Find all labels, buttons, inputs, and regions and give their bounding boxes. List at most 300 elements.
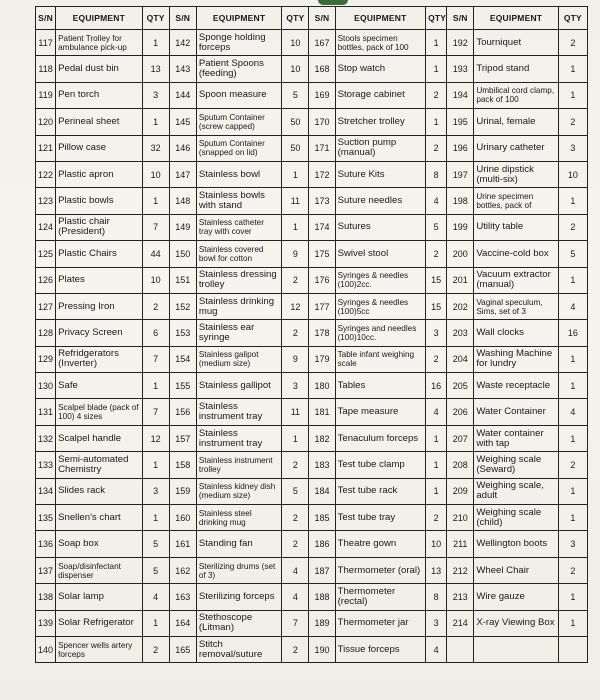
equipment-cell: Snellen's chart (56, 505, 142, 531)
equipment-cell: Suction pump (manual) (335, 135, 425, 161)
equipment-cell: Soap box (56, 531, 142, 557)
qty-cell: 7 (142, 399, 169, 425)
sn-cell: 128 (36, 320, 56, 346)
qty-cell: 16 (558, 320, 587, 346)
sn-cell: 192 (447, 30, 474, 56)
equipment-cell: Tables (335, 373, 425, 399)
qty-cell: 5 (426, 214, 447, 240)
qty-cell: 2 (426, 505, 447, 531)
equipment-cell: Utility table (474, 214, 558, 240)
sn-cell: 181 (309, 399, 335, 425)
table-row (36, 346, 588, 372)
qty-cell: 2 (426, 346, 447, 372)
sn-cell: 170 (309, 109, 335, 135)
qty-cell: 50 (282, 135, 309, 161)
equipment-cell: Tape measure (335, 399, 425, 425)
qty-cell: 1 (142, 188, 169, 214)
qty-cell: 3 (142, 478, 169, 504)
equipment-cell: Standing fan (196, 531, 281, 557)
equipment-cell: Weighing scale (Seward) (474, 452, 558, 478)
sn-cell: 142 (169, 30, 196, 56)
equipment-cell: Stools specimen bottles, pack of 100 (335, 30, 425, 56)
qty-cell: 4 (558, 399, 587, 425)
sn-cell: 190 (309, 636, 335, 662)
equipment-cell: Stainless galipot (medium size) (196, 346, 281, 372)
sn-cell: 210 (447, 505, 474, 531)
header-qty: QTY (282, 7, 309, 30)
sn-cell: 203 (447, 320, 474, 346)
qty-cell: 1 (426, 452, 447, 478)
qty-cell: 4 (426, 188, 447, 214)
sn-cell: 197 (447, 161, 474, 187)
qty-cell: 1 (142, 30, 169, 56)
qty-cell: 15 (426, 267, 447, 293)
qty-cell: 10 (282, 30, 309, 56)
sn-cell: 184 (309, 478, 335, 504)
equipment-cell: Tissue forceps (335, 636, 425, 662)
qty-cell: 1 (558, 267, 587, 293)
equipment-cell: Pen torch (56, 82, 142, 108)
sn-cell: 187 (309, 557, 335, 583)
qty-cell: 2 (426, 135, 447, 161)
equipment-cell: Stethoscope (Litman) (196, 610, 281, 636)
equipment-cell: Stainless steel drinking mug (196, 505, 281, 531)
table-row (36, 30, 588, 56)
qty-cell: 4 (282, 584, 309, 610)
qty-cell: 1 (558, 373, 587, 399)
equipment-cell: Wheel Chair (474, 557, 558, 583)
qty-cell: 1 (558, 188, 587, 214)
qty-cell: 5 (282, 478, 309, 504)
qty-cell: 12 (142, 425, 169, 451)
sn-cell: 176 (309, 267, 335, 293)
equipment-cell: Vacuum extractor (manual) (474, 267, 558, 293)
equipment-cell: Sputum Container (screw capped) (196, 109, 281, 135)
equipment-cell: Water Container (474, 399, 558, 425)
sn-cell: 144 (169, 82, 196, 108)
equipment-table (35, 6, 588, 663)
equipment-cell: Table infant weighing scale (335, 346, 425, 372)
qty-cell: 7 (142, 346, 169, 372)
qty-cell: 2 (282, 505, 309, 531)
qty-cell: 1 (282, 161, 309, 187)
qty-cell: 9 (282, 346, 309, 372)
equipment-cell: Slides rack (56, 478, 142, 504)
header-sn: S/N (447, 7, 474, 30)
qty-cell: 2 (142, 636, 169, 662)
equipment-cell: Privacy Screen (56, 320, 142, 346)
sn-cell: 173 (309, 188, 335, 214)
sn-cell: 194 (447, 82, 474, 108)
table-row (36, 610, 588, 636)
equipment-cell: Refridgerators (Inverter) (56, 346, 142, 372)
equipment-cell: Stainless kidney dish (medium size) (196, 478, 281, 504)
sn-cell: 139 (36, 610, 56, 636)
sn-cell: 201 (447, 267, 474, 293)
qty-cell: 1 (142, 505, 169, 531)
qty-cell: 2 (282, 320, 309, 346)
table-row (36, 478, 588, 504)
qty-cell: 2 (426, 82, 447, 108)
table-row (36, 636, 588, 662)
sn-cell: 136 (36, 531, 56, 557)
sn-cell: 161 (169, 531, 196, 557)
table-row (36, 505, 588, 531)
equipment-cell: Urinary catheter (474, 135, 558, 161)
sn-cell: 148 (169, 188, 196, 214)
sn-cell: 174 (309, 214, 335, 240)
qty-cell: 1 (142, 373, 169, 399)
sn-cell: 212 (447, 557, 474, 583)
sn-cell: 129 (36, 346, 56, 372)
sn-cell: 188 (309, 584, 335, 610)
qty-cell: 4 (426, 399, 447, 425)
sn-cell: 200 (447, 241, 474, 267)
qty-cell: 1 (558, 584, 587, 610)
header-qty: QTY (558, 7, 587, 30)
equipment-cell: Wire gauze (474, 584, 558, 610)
sn-cell: 152 (169, 293, 196, 319)
equipment-cell: Thermometer (rectal) (335, 584, 425, 610)
sn-cell: 186 (309, 531, 335, 557)
equipment-cell: Stainless gallipot (196, 373, 281, 399)
equipment-cell: Solar Refrigerator (56, 610, 142, 636)
sn-cell: 211 (447, 531, 474, 557)
sn-cell: 155 (169, 373, 196, 399)
sn-cell: 206 (447, 399, 474, 425)
qty-cell: 5 (142, 557, 169, 583)
qty-cell: 8 (426, 161, 447, 187)
equipment-cell: Thermometer (oral) (335, 557, 425, 583)
sn-cell: 124 (36, 214, 56, 240)
equipment-cell: Perineal sheet (56, 109, 142, 135)
equipment-cell: Stainless ear syringe (196, 320, 281, 346)
table-row (36, 425, 588, 451)
qty-cell: 1 (558, 425, 587, 451)
sn-cell: 131 (36, 399, 56, 425)
sn-cell: 119 (36, 82, 56, 108)
qty-cell: 1 (142, 610, 169, 636)
qty-cell: 2 (426, 241, 447, 267)
equipment-cell: Stainless instrument trolley (196, 452, 281, 478)
sn-cell: 153 (169, 320, 196, 346)
qty-cell: 11 (282, 399, 309, 425)
sn-cell: 151 (169, 267, 196, 293)
header-sn: S/N (36, 7, 56, 30)
equipment-cell: Stretcher trolley (335, 109, 425, 135)
equipment-cell: Sterilizing forceps (196, 584, 281, 610)
sn-cell: 213 (447, 584, 474, 610)
sn-cell: 165 (169, 636, 196, 662)
table-row (36, 241, 588, 267)
equipment-cell: Vaginal speculum, Sims, set of 3 (474, 293, 558, 319)
qty-cell: 2 (282, 267, 309, 293)
qty-cell: 13 (426, 557, 447, 583)
sn-cell: 199 (447, 214, 474, 240)
qty-cell: 2 (558, 214, 587, 240)
header-equipment: EQUIPMENT (56, 7, 142, 30)
equipment-cell: Plastic chair (President) (56, 214, 142, 240)
table-row (36, 56, 588, 82)
equipment-cell: Washing Machine for lundry (474, 346, 558, 372)
qty-cell (558, 636, 587, 662)
qty-cell: 2 (142, 293, 169, 319)
qty-cell: 2 (282, 452, 309, 478)
qty-cell: 2 (282, 636, 309, 662)
qty-cell: 1 (282, 214, 309, 240)
qty-cell: 7 (282, 610, 309, 636)
header-equipment: EQUIPMENT (196, 7, 281, 30)
sn-cell: 137 (36, 557, 56, 583)
sn-cell: 138 (36, 584, 56, 610)
header-qty: QTY (142, 7, 169, 30)
sn-cell: 134 (36, 478, 56, 504)
sn-cell: 205 (447, 373, 474, 399)
equipment-cell: Urine dipstick (multi-six) (474, 161, 558, 187)
equipment-cell: Sterilizing drums (set of 3) (196, 557, 281, 583)
qty-cell: 3 (558, 135, 587, 161)
table-body (36, 30, 588, 663)
qty-cell: 1 (426, 109, 447, 135)
sn-cell: 171 (309, 135, 335, 161)
equipment-cell: Scalpel blade (pack of 100) 4 sizes (56, 399, 142, 425)
qty-cell: 50 (282, 109, 309, 135)
table-row (36, 82, 588, 108)
header-qty: QTY (426, 7, 447, 30)
equipment-cell: Test tube rack (335, 478, 425, 504)
qty-cell: 13 (142, 56, 169, 82)
equipment-cell: X-ray Viewing Box (474, 610, 558, 636)
equipment-cell: Theatre gown (335, 531, 425, 557)
qty-cell: 1 (282, 425, 309, 451)
equipment-cell: Tripod stand (474, 56, 558, 82)
equipment-cell: Stop watch (335, 56, 425, 82)
equipment-cell: Stainless covered bowl for cotton (196, 241, 281, 267)
equipment-cell: Semi-automated Chemistry (56, 452, 142, 478)
equipment-cell: Stainless instrument tray (196, 425, 281, 451)
qty-cell: 3 (142, 82, 169, 108)
table-row (36, 267, 588, 293)
sn-cell: 145 (169, 109, 196, 135)
sn-cell: 175 (309, 241, 335, 267)
equipment-cell: Wall clocks (474, 320, 558, 346)
equipment-cell: Plastic apron (56, 161, 142, 187)
sn-cell: 133 (36, 452, 56, 478)
sn-cell: 208 (447, 452, 474, 478)
sn-cell: 127 (36, 293, 56, 319)
sn-cell: 168 (309, 56, 335, 82)
equipment-cell: Tourniquet (474, 30, 558, 56)
table-row (36, 109, 588, 135)
qty-cell: 3 (426, 610, 447, 636)
equipment-cell: Test tube tray (335, 505, 425, 531)
sn-cell: 179 (309, 346, 335, 372)
sn-cell: 159 (169, 478, 196, 504)
equipment-cell: Pillow case (56, 135, 142, 161)
equipment-cell: Urinal, female (474, 109, 558, 135)
equipment-cell: Syringes & needles (100)5cc (335, 293, 425, 319)
qty-cell: 2 (558, 30, 587, 56)
qty-cell: 1 (558, 56, 587, 82)
sn-cell: 169 (309, 82, 335, 108)
qty-cell: 9 (282, 241, 309, 267)
qty-cell: 10 (142, 161, 169, 187)
qty-cell: 1 (558, 478, 587, 504)
equipment-cell: Stainless instrument tray (196, 399, 281, 425)
equipment-cell: Patient Spoons (feeding) (196, 56, 281, 82)
table-header-row (36, 7, 588, 30)
sn-cell: 140 (36, 636, 56, 662)
qty-cell: 1 (426, 478, 447, 504)
equipment-cell: Sutures (335, 214, 425, 240)
qty-cell: 1 (426, 30, 447, 56)
equipment-cell: Stitch removal/suture (196, 636, 281, 662)
equipment-cell: Suture needles (335, 188, 425, 214)
table-row (36, 214, 588, 240)
equipment-cell: Sputum Container (snapped on lid) (196, 135, 281, 161)
sn-cell: 149 (169, 214, 196, 240)
qty-cell: 2 (558, 452, 587, 478)
sn-cell: 196 (447, 135, 474, 161)
equipment-cell: Vaccine-cold box (474, 241, 558, 267)
equipment-cell: Spoon measure (196, 82, 281, 108)
sn-cell: 147 (169, 161, 196, 187)
sn-cell: 150 (169, 241, 196, 267)
logo-icon (318, 0, 348, 5)
equipment-cell: Thermometer jar (335, 610, 425, 636)
equipment-cell: Swivel stool (335, 241, 425, 267)
qty-cell: 1 (142, 452, 169, 478)
sn-cell: 178 (309, 320, 335, 346)
sn-cell: 193 (447, 56, 474, 82)
qty-cell: 4 (142, 584, 169, 610)
sn-cell: 202 (447, 293, 474, 319)
equipment-cell: Tenaculum forceps (335, 425, 425, 451)
equipment-cell: Safe (56, 373, 142, 399)
table-row (36, 373, 588, 399)
sn-cell: 162 (169, 557, 196, 583)
table-row (36, 161, 588, 187)
sn-cell: 125 (36, 241, 56, 267)
qty-cell: 1 (142, 109, 169, 135)
equipment-cell: Solar lamp (56, 584, 142, 610)
qty-cell: 32 (142, 135, 169, 161)
qty-cell: 10 (142, 267, 169, 293)
sn-cell: 146 (169, 135, 196, 161)
qty-cell: 5 (142, 531, 169, 557)
equipment-cell: Wellington boots (474, 531, 558, 557)
equipment-cell: Patient Trolley for ambulance pick-up (56, 30, 142, 56)
sn-cell: 156 (169, 399, 196, 425)
header-equipment: EQUIPMENT (474, 7, 558, 30)
equipment-cell: Umbilical cord clamp, pack of 100 (474, 82, 558, 108)
sn-cell: 185 (309, 505, 335, 531)
sn-cell: 130 (36, 373, 56, 399)
qty-cell: 3 (426, 320, 447, 346)
qty-cell: 1 (558, 82, 587, 108)
sn-cell: 167 (309, 30, 335, 56)
sn-cell: 214 (447, 610, 474, 636)
qty-cell: 3 (282, 373, 309, 399)
qty-cell: 7 (142, 214, 169, 240)
sn-cell: 135 (36, 505, 56, 531)
qty-cell: 4 (558, 293, 587, 319)
sn-cell: 160 (169, 505, 196, 531)
sn-cell: 122 (36, 161, 56, 187)
qty-cell: 44 (142, 241, 169, 267)
sn-cell (447, 636, 474, 662)
sn-cell: 118 (36, 56, 56, 82)
table-row (36, 584, 588, 610)
qty-cell: 8 (426, 584, 447, 610)
equipment-cell: Sponge holding forceps (196, 30, 281, 56)
equipment-cell: Urine specimen bottles, pack of (474, 188, 558, 214)
table-row (36, 135, 588, 161)
sn-cell: 195 (447, 109, 474, 135)
sn-cell: 117 (36, 30, 56, 56)
sn-cell: 158 (169, 452, 196, 478)
qty-cell: 2 (558, 109, 587, 135)
qty-cell: 1 (426, 425, 447, 451)
qty-cell: 11 (282, 188, 309, 214)
equipment-cell: Syringes & needles (100)2cc. (335, 267, 425, 293)
equipment-cell: Pedal dust bin (56, 56, 142, 82)
equipment-cell: Syringes and needles (100)10cc. (335, 320, 425, 346)
equipment-cell: Soap/disinfectant dispenser (56, 557, 142, 583)
equipment-cell: Stainless catheter tray with cover (196, 214, 281, 240)
sn-cell: 198 (447, 188, 474, 214)
sn-cell: 189 (309, 610, 335, 636)
sn-cell: 207 (447, 425, 474, 451)
table-row (36, 320, 588, 346)
sn-cell: 172 (309, 161, 335, 187)
qty-cell: 4 (282, 557, 309, 583)
equipment-cell: Water container with tap (474, 425, 558, 451)
equipment-cell: Pressing Iron (56, 293, 142, 319)
sn-cell: 154 (169, 346, 196, 372)
qty-cell: 1 (558, 505, 587, 531)
equipment-cell: Stainless dressing trolley (196, 267, 281, 293)
table-row (36, 557, 588, 583)
equipment-cell: Stainless bowl (196, 161, 281, 187)
sn-cell: 209 (447, 478, 474, 504)
equipment-cell: Plates (56, 267, 142, 293)
sn-cell: 132 (36, 425, 56, 451)
qty-cell: 10 (558, 161, 587, 187)
equipment-cell: Scalpel handle (56, 425, 142, 451)
sn-cell: 143 (169, 56, 196, 82)
header-equipment: EQUIPMENT (335, 7, 425, 30)
qty-cell: 4 (426, 636, 447, 662)
qty-cell: 1 (558, 610, 587, 636)
sn-cell: 126 (36, 267, 56, 293)
sn-cell: 121 (36, 135, 56, 161)
equipment-cell: Storage cabinet (335, 82, 425, 108)
header-sn: S/N (309, 7, 335, 30)
sn-cell: 120 (36, 109, 56, 135)
sn-cell: 180 (309, 373, 335, 399)
table-row (36, 188, 588, 214)
equipment-cell (474, 636, 558, 662)
qty-cell: 10 (426, 531, 447, 557)
qty-cell: 6 (142, 320, 169, 346)
qty-cell: 10 (282, 56, 309, 82)
qty-cell: 2 (282, 531, 309, 557)
qty-cell: 15 (426, 293, 447, 319)
table-row (36, 293, 588, 319)
sn-cell: 163 (169, 584, 196, 610)
qty-cell: 5 (558, 241, 587, 267)
